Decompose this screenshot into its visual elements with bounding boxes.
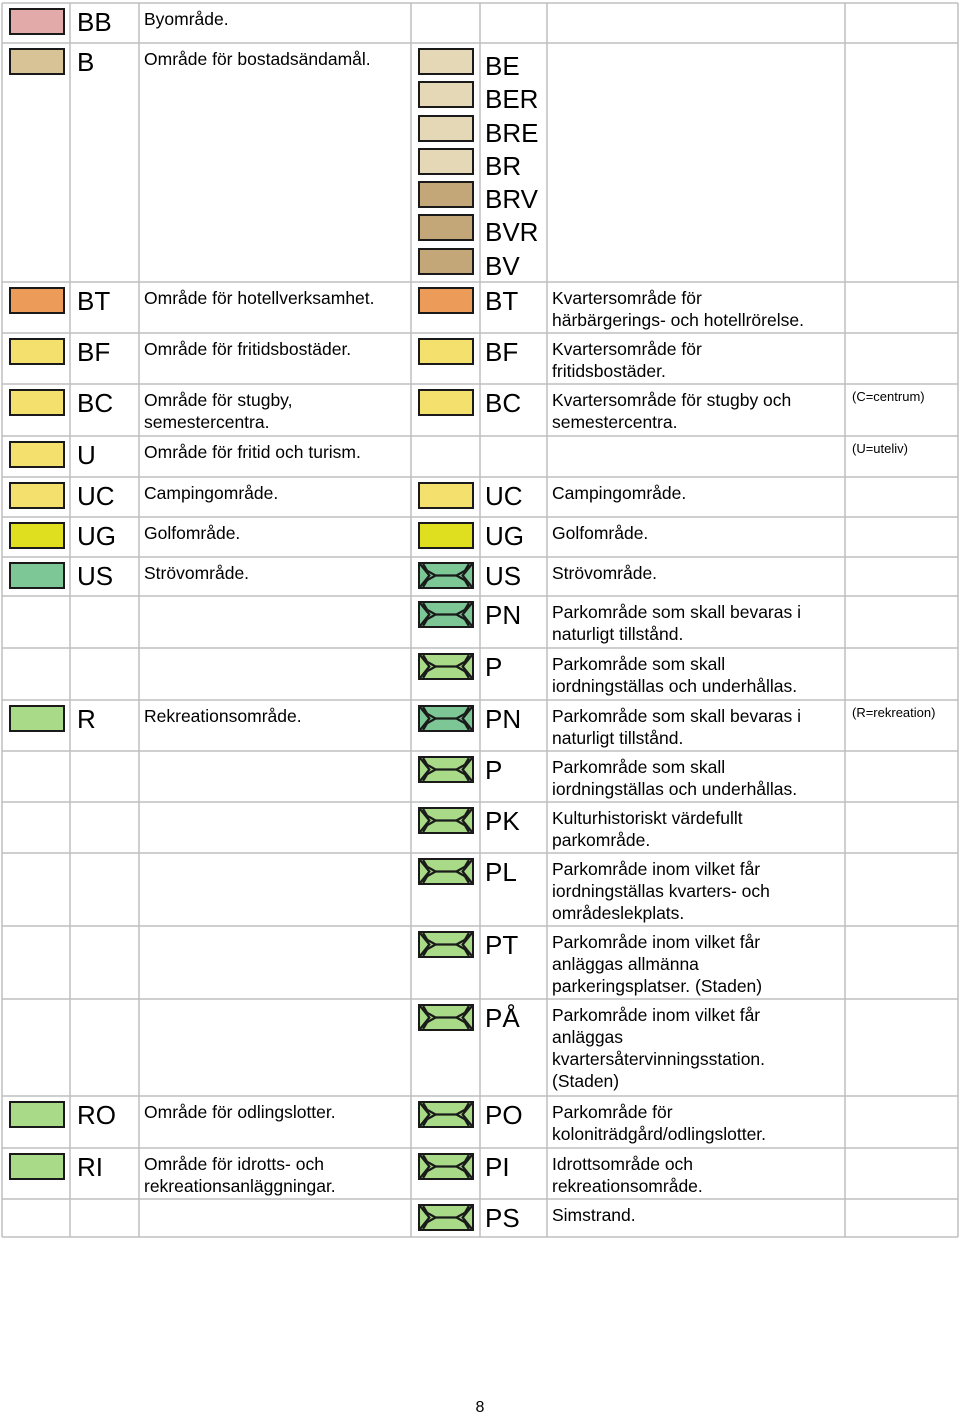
swatch-pi bbox=[418, 1153, 474, 1180]
hatch-pattern bbox=[420, 1103, 472, 1126]
code-label: PT bbox=[485, 930, 519, 960]
description: Parkområde inom vilket får iordningställas kvarters- och områdeslekplats. bbox=[552, 859, 770, 923]
description: Campingområde. bbox=[144, 483, 279, 503]
swatch-bre bbox=[418, 115, 474, 142]
description: Golfområde. bbox=[144, 523, 241, 543]
description: Strövområde. bbox=[552, 563, 658, 583]
code-label: BV bbox=[485, 250, 520, 281]
code-label: BT bbox=[485, 286, 519, 316]
code-label: BER bbox=[485, 84, 539, 115]
code-label: BC bbox=[485, 388, 522, 418]
swatch-pl bbox=[418, 858, 474, 885]
code-label: B bbox=[77, 47, 95, 77]
description: Område för odlingslotter. bbox=[144, 1102, 336, 1122]
hatch-pattern bbox=[420, 603, 472, 626]
code-label: PN bbox=[485, 600, 522, 630]
hatch-pattern bbox=[420, 758, 472, 781]
hatch-pattern bbox=[420, 933, 472, 956]
code-label: BRE bbox=[485, 117, 539, 148]
code-label: PN bbox=[485, 704, 522, 734]
code-label: UC bbox=[77, 481, 115, 511]
description: Område för bostadsändamål. bbox=[144, 49, 371, 69]
note-label: (R=rekreation) bbox=[852, 705, 936, 720]
hatch-pattern bbox=[420, 655, 472, 678]
hatch-pattern bbox=[420, 809, 472, 832]
swatch-på bbox=[418, 1004, 474, 1031]
description: Parkområde som skall bevaras i naturligt tillstånd. bbox=[552, 602, 801, 644]
swatch-bf bbox=[418, 338, 474, 365]
hatch-pattern bbox=[420, 564, 472, 587]
description: Parkområde som skall iordningställas och underhållas. bbox=[552, 654, 798, 696]
code-label: BR bbox=[485, 150, 522, 181]
code-label: PS bbox=[485, 1203, 520, 1233]
code-label: PL bbox=[485, 857, 517, 887]
page-number: 8 bbox=[475, 1399, 485, 1416]
description: Golfområde. bbox=[552, 523, 649, 543]
swatch-po bbox=[418, 1101, 474, 1128]
swatch-us bbox=[9, 562, 65, 589]
description: Campingområde. bbox=[552, 483, 687, 503]
note-label: (C=centrum) bbox=[852, 389, 925, 404]
swatch-ri bbox=[9, 1153, 65, 1180]
swatch-bf bbox=[9, 338, 65, 365]
description: Strövområde. bbox=[144, 563, 250, 583]
swatch-pk bbox=[418, 807, 474, 834]
swatch-bt bbox=[418, 287, 474, 314]
description: Område för fritidsbostäder. bbox=[144, 339, 352, 359]
code-label: UG bbox=[485, 521, 524, 551]
code-label: RI bbox=[77, 1152, 103, 1182]
swatch-ug bbox=[418, 522, 474, 549]
swatch-pn bbox=[418, 601, 474, 628]
code-label: UC bbox=[485, 481, 523, 511]
swatch-bb bbox=[9, 8, 65, 35]
code-label: U bbox=[77, 440, 96, 470]
swatch-b bbox=[9, 48, 65, 75]
code-label: US bbox=[485, 561, 522, 591]
code-label: BT bbox=[77, 286, 111, 316]
code-label: BF bbox=[77, 337, 111, 367]
description: Parkområde inom vilket får anläggas kvartersåtervinningsstation. (Staden) bbox=[552, 1005, 766, 1091]
note-label: (U=uteliv) bbox=[852, 441, 908, 456]
code-label: R bbox=[77, 704, 96, 734]
description: Simstrand. bbox=[552, 1205, 636, 1225]
code-label: RO bbox=[77, 1100, 116, 1130]
swatch-bvr bbox=[418, 214, 474, 241]
hatch-pattern bbox=[420, 1006, 472, 1029]
swatch-bc bbox=[418, 389, 474, 416]
swatch-bv bbox=[418, 248, 474, 275]
code-label: BVR bbox=[485, 217, 539, 248]
swatch-pt bbox=[418, 931, 474, 958]
description: Parkområde som skall iordningställas och underhållas. bbox=[552, 757, 798, 799]
code-label: PK bbox=[485, 806, 520, 836]
description: Parkområde för koloniträdgård/odlingslotter. bbox=[552, 1102, 767, 1144]
hatch-pattern bbox=[420, 1206, 472, 1229]
swatch-uc bbox=[418, 482, 474, 509]
swatch-p bbox=[418, 653, 474, 680]
description: Parkområde som skall bevaras i naturligt tillstånd. bbox=[552, 706, 801, 748]
swatch-br bbox=[418, 148, 474, 175]
hatch-pattern bbox=[420, 860, 472, 883]
description: Kvartersområde för fritidsbostäder. bbox=[552, 339, 702, 381]
description: Kvartersområde för härbärgerings- och hotellrörelse. bbox=[552, 288, 804, 330]
swatch-brv bbox=[418, 181, 474, 208]
code-label: P bbox=[485, 755, 503, 785]
code-label: UG bbox=[77, 521, 116, 551]
hatch-pattern bbox=[420, 1155, 472, 1178]
code-label: BRV bbox=[485, 184, 538, 215]
swatch-u bbox=[9, 441, 65, 468]
description: Område för stugby, semestercentra. bbox=[144, 390, 293, 432]
swatch-us bbox=[418, 562, 474, 589]
description: Område för fritid och turism. bbox=[144, 442, 361, 462]
description: Område för idrotts- och rekreationsanläggningar. bbox=[144, 1154, 336, 1196]
hatch-pattern bbox=[420, 707, 472, 730]
swatch-ps bbox=[418, 1204, 474, 1231]
swatch-r bbox=[9, 705, 65, 732]
swatch-p bbox=[418, 756, 474, 783]
description: Område för hotellverksamhet. bbox=[144, 288, 375, 308]
swatch-uc bbox=[9, 482, 65, 509]
code-label: BB bbox=[77, 7, 112, 37]
description: Kulturhistoriskt värdefullt parkområde. bbox=[552, 808, 743, 850]
swatch-ug bbox=[9, 522, 65, 549]
description: Byområde. bbox=[144, 9, 229, 29]
description: Kvartersområde för stugby och semestercentra. bbox=[552, 390, 792, 432]
code-label: BE bbox=[485, 51, 520, 81]
swatch-bt bbox=[9, 287, 65, 314]
swatch-ber bbox=[418, 81, 474, 108]
description: Parkområde inom vilket får anläggas allmänna parkeringsplatser. (Staden) bbox=[552, 932, 763, 996]
description: Rekreationsområde. bbox=[144, 706, 302, 726]
code-label: PI bbox=[485, 1152, 510, 1182]
code-label: BF bbox=[485, 337, 519, 367]
code-label: PÅ bbox=[485, 1003, 520, 1033]
swatch-bc bbox=[9, 389, 65, 416]
code-label: P bbox=[485, 652, 503, 682]
swatch-be bbox=[418, 48, 474, 75]
code-label: PO bbox=[485, 1100, 523, 1130]
swatch-ro bbox=[9, 1101, 65, 1128]
swatch-pn bbox=[418, 705, 474, 732]
code-label: BC bbox=[77, 388, 114, 418]
code-label: US bbox=[77, 561, 114, 591]
description: Idrottsområde och rekreationsområde. bbox=[552, 1154, 703, 1196]
